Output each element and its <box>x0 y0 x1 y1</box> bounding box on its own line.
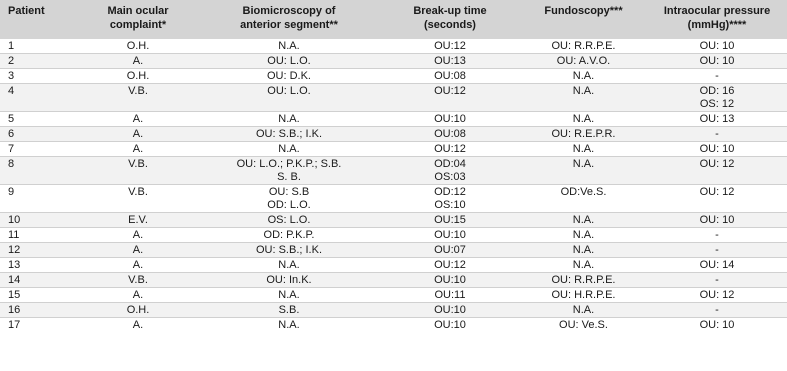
patient-cell: 6 <box>8 128 15 140</box>
table-row <box>0 39 787 54</box>
breakup-time-cell: OU:10 <box>434 304 466 316</box>
biomicroscopy-cell: OU: S.B.; I.K. <box>255 128 323 140</box>
breakup-time-cell: OU:12 <box>434 40 466 52</box>
patient-cell: 7 <box>8 143 15 155</box>
fundoscopy-cell: OU: R.R.P.E. <box>551 40 616 52</box>
biomicroscopy-cell: OD: P.K.P. <box>263 229 315 241</box>
table-row <box>0 112 787 127</box>
breakup-time-cell: OU:15 <box>434 214 466 226</box>
pressure-cell: OU: 12 <box>699 289 735 301</box>
table-row <box>0 273 787 288</box>
biomicroscopy-cell: OU: In.K. <box>266 274 312 286</box>
fundoscopy-cell: N.A. <box>572 113 595 125</box>
header-main-ocular-complaint: Main ocular complaint* <box>107 5 169 31</box>
biomicroscopy-cell: OS: L.O. <box>267 214 311 226</box>
pressure-cell: OU: 12 <box>699 158 735 170</box>
table-row <box>0 288 787 303</box>
pressure-cell: OU: 13 <box>699 113 735 125</box>
fundoscopy-cell: N.A. <box>572 304 595 316</box>
table-row <box>0 228 787 243</box>
table-body <box>0 39 787 332</box>
breakup-time-cell: OU:10 <box>434 113 466 125</box>
table-row <box>0 69 787 84</box>
biomicroscopy-cell: N.A. <box>278 40 300 52</box>
biomicroscopy-cell: N.A. <box>278 319 300 331</box>
header-intraocular-pressure: Intraocular pressure (mmHg)**** <box>663 5 771 31</box>
pressure-cell: OU: 14 <box>699 259 735 271</box>
header-biomicroscopy: Biomicroscopy of anterior segment** <box>240 5 338 31</box>
breakup-time-cell: OU:11 <box>434 289 466 301</box>
pressure-cell: - <box>715 244 719 256</box>
biomicroscopy-cell: N.A. <box>278 143 300 155</box>
biomicroscopy-cell: N.A. <box>278 259 300 271</box>
complaint-cell: A. <box>132 143 144 155</box>
biomicroscopy-cell: OU: S.B.; I.K. <box>255 244 323 256</box>
patient-cell: 1 <box>8 40 15 52</box>
biomicroscopy-cell: OU: L.O. <box>267 85 311 97</box>
patient-cell: 13 <box>8 259 21 271</box>
breakup-time-cell: OU:10 <box>434 229 466 241</box>
table-row <box>0 157 787 185</box>
header-patient: Patient <box>8 5 45 17</box>
patient-cell: 4 <box>8 85 15 97</box>
fundoscopy-cell: N.A. <box>572 70 595 82</box>
biomicroscopy-cell: OU: L.O.; P.K.P.; S.B. S. B. <box>236 158 342 183</box>
fundoscopy-cell: N.A. <box>572 229 595 241</box>
patient-cell: 11 <box>8 229 20 241</box>
table-row <box>0 54 787 69</box>
complaint-cell: E.V. <box>128 214 148 226</box>
fundoscopy-cell: N.A. <box>572 259 595 271</box>
breakup-time-cell: OU:13 <box>434 55 466 67</box>
complaint-cell: O.H. <box>126 70 150 82</box>
biomicroscopy-cell: N.A. <box>278 289 300 301</box>
table-row <box>0 258 787 273</box>
pressure-cell: OU: 10 <box>699 319 735 331</box>
pressure-cell: - <box>715 70 719 82</box>
pressure-cell: OU: 10 <box>699 143 735 155</box>
table-row <box>0 213 787 228</box>
complaint-cell: A. <box>132 229 144 241</box>
fundoscopy-cell: N.A. <box>572 214 595 226</box>
pressure-cell: OD: 16 OS: 12 <box>699 85 735 110</box>
fundoscopy-cell: OU: R.E.P.R. <box>551 128 616 140</box>
complaint-cell: A. <box>132 128 144 140</box>
breakup-time-cell: OU:10 <box>434 274 466 286</box>
biomicroscopy-cell: OU: L.O. <box>267 55 311 67</box>
patient-cell: 5 <box>8 113 15 125</box>
table-row <box>0 243 787 258</box>
fundoscopy-cell: OU: A.V.O. <box>556 55 611 67</box>
biomicroscopy-cell: OU: S.B OD: L.O. <box>267 186 311 211</box>
complaint-cell: V.B. <box>128 158 148 170</box>
breakup-time-cell: OU:12 <box>434 85 466 97</box>
breakup-time-cell: OU:08 <box>434 70 466 82</box>
fundoscopy-cell: N.A. <box>572 85 595 97</box>
pressure-cell: - <box>715 128 719 140</box>
complaint-cell: A. <box>132 55 144 67</box>
pressure-cell: OU: 10 <box>699 40 735 52</box>
patient-cell: 3 <box>8 70 15 82</box>
fundoscopy-cell: OU: Ve.S. <box>559 319 608 331</box>
table-header-row <box>0 0 787 39</box>
fundoscopy-cell: OU: R.R.P.E. <box>551 274 616 286</box>
patient-cell: 16 <box>8 304 21 316</box>
breakup-time-cell: OU:10 <box>434 319 466 331</box>
pressure-cell: OU: 10 <box>699 55 735 67</box>
table-row <box>0 127 787 142</box>
patient-cell: 12 <box>8 244 21 256</box>
complaint-cell: A. <box>132 113 144 125</box>
breakup-time-cell: OU:07 <box>434 244 466 256</box>
table-row <box>0 318 787 333</box>
breakup-time-cell: OU:12 <box>434 259 466 271</box>
patient-cell: 2 <box>8 55 15 67</box>
patient-cell: 17 <box>8 319 21 331</box>
fundoscopy-cell: N.A. <box>572 143 595 155</box>
pressure-cell: - <box>715 274 719 286</box>
biomicroscopy-cell: OU: D.K. <box>266 70 311 82</box>
header-break-up-time: Break-up time (seconds) <box>413 5 487 31</box>
fundoscopy-cell: N.A. <box>572 158 595 170</box>
biomicroscopy-cell: N.A. <box>278 113 300 125</box>
complaint-cell: O.H. <box>126 304 150 316</box>
header-fundoscopy: Fundoscopy*** <box>544 5 623 17</box>
patient-cell: 14 <box>8 274 21 286</box>
breakup-time-cell: OU:08 <box>434 128 466 140</box>
complaint-cell: O.H. <box>126 40 150 52</box>
pressure-cell: - <box>715 229 719 241</box>
fundoscopy-cell: OD:Ve.S. <box>560 186 607 198</box>
patient-cell: 10 <box>8 214 21 226</box>
complaint-cell: A. <box>132 259 144 271</box>
complaint-cell: V.B. <box>128 186 148 198</box>
complaint-cell: V.B. <box>128 85 148 97</box>
table-row <box>0 303 787 318</box>
breakup-time-cell: OU:12 <box>434 143 466 155</box>
table-row <box>0 142 787 157</box>
patient-cell: 9 <box>8 186 15 198</box>
patient-cell: 15 <box>8 289 21 301</box>
complaint-cell: A. <box>132 319 144 331</box>
complaint-cell: A. <box>132 289 144 301</box>
fundoscopy-cell: OU: H.R.P.E. <box>551 289 616 301</box>
complaint-cell: A. <box>132 244 144 256</box>
patient-cell: 8 <box>8 158 15 170</box>
breakup-time-cell: OD:12 OS:10 <box>434 186 466 211</box>
biomicroscopy-cell: S.B. <box>278 304 300 316</box>
complaint-cell: V.B. <box>128 274 148 286</box>
table-row <box>0 84 787 112</box>
pressure-cell: OU: 10 <box>699 214 735 226</box>
table-row <box>0 185 787 213</box>
breakup-time-cell: OD:04 OS:03 <box>434 158 466 183</box>
pressure-cell: OU: 12 <box>699 186 735 198</box>
fundoscopy-cell: N.A. <box>572 244 595 256</box>
pressure-cell: - <box>715 304 719 316</box>
